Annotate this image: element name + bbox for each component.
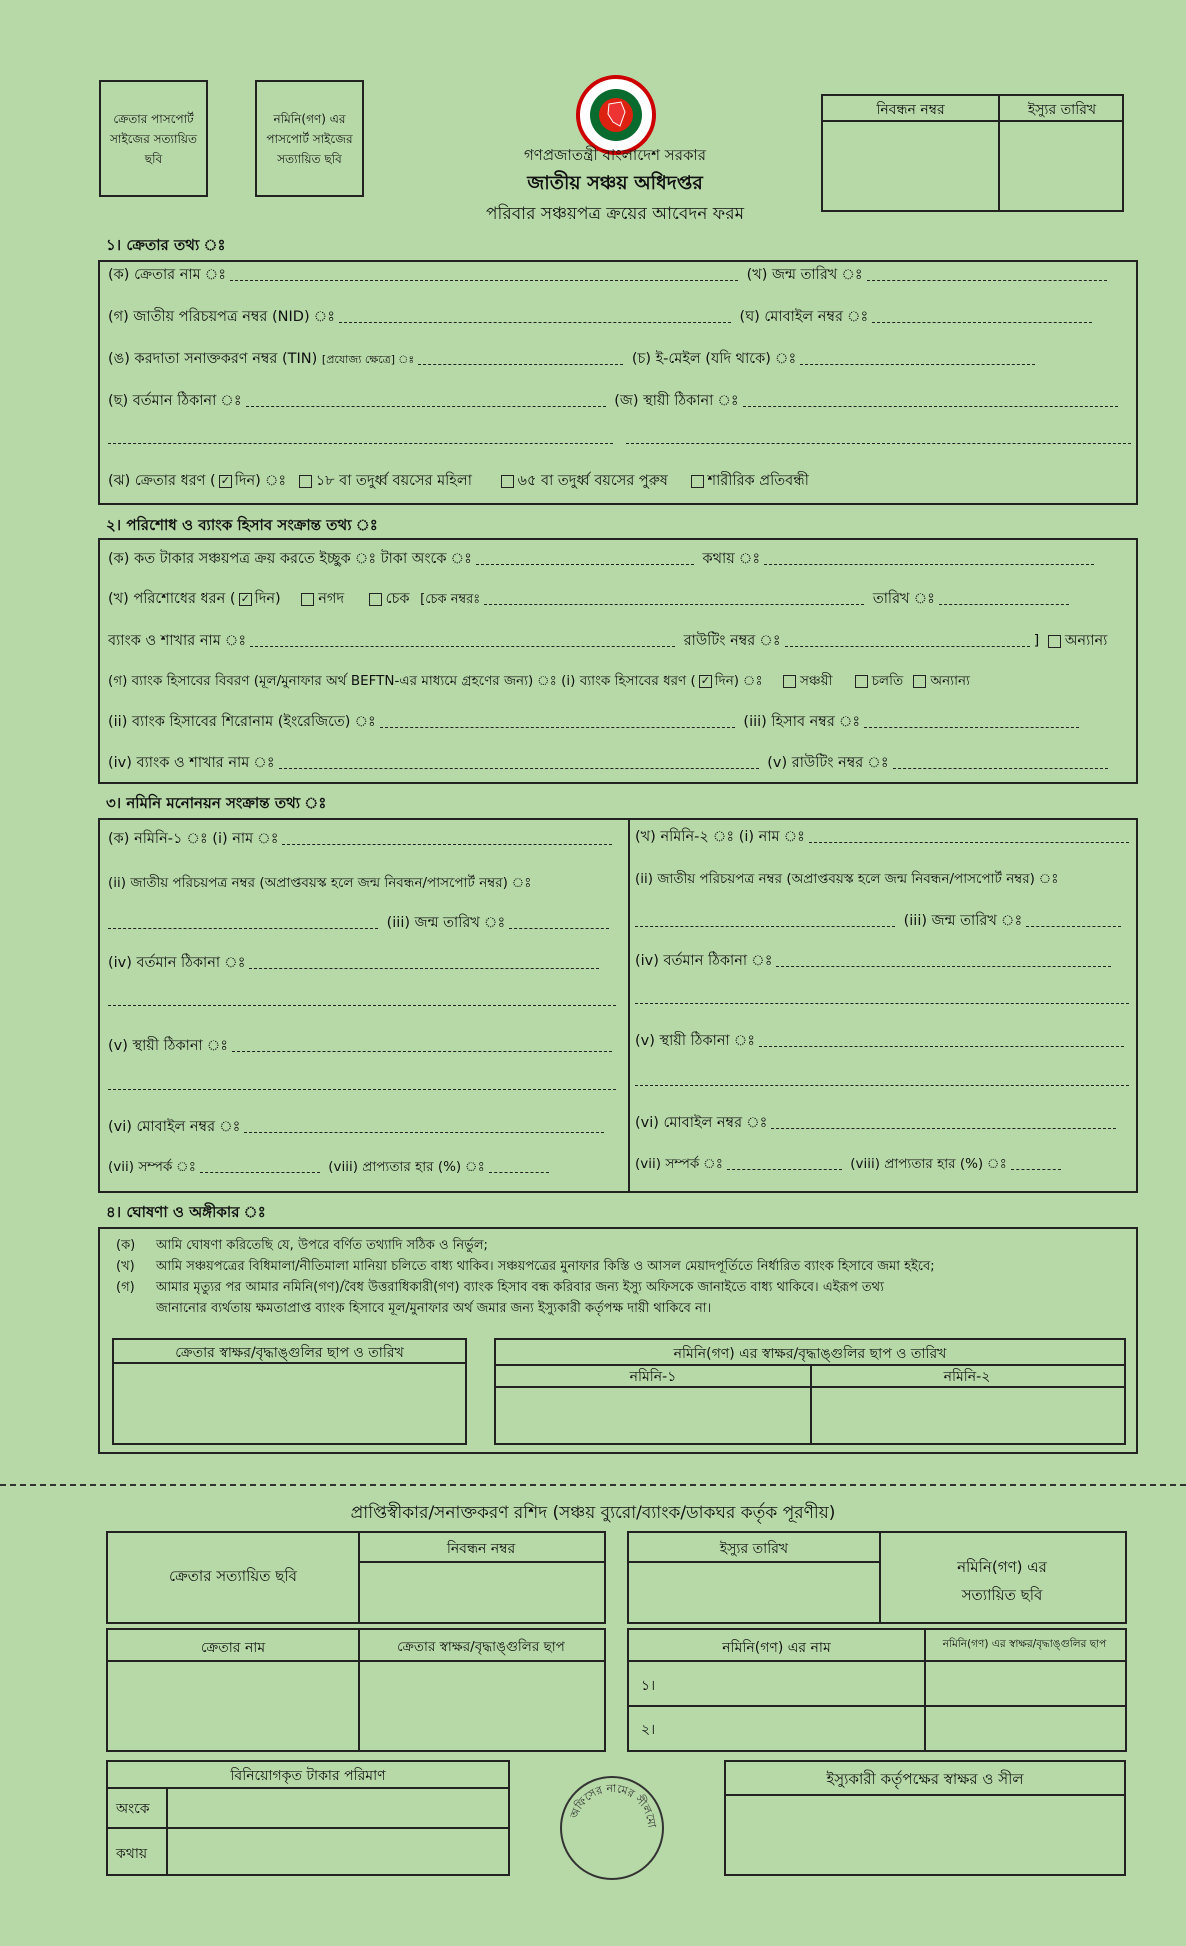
n1-name-label: (ক) নমিনি-১ ঃ (i) নাম ঃ xyxy=(108,831,279,847)
women-18-label: ১৮ বা তদুর্ধ্ব বয়সের মহিলা xyxy=(315,473,472,489)
government-name: গণপ্রজাতন্ত্রী বাংলাদেশ সরকার xyxy=(523,146,707,164)
n2-mobile-row xyxy=(635,1112,1135,1136)
n1-present-row-2 xyxy=(108,992,623,1008)
current-checkbox[interactable] xyxy=(855,675,868,688)
declaration-b-text: আমি সঞ্চয়পত্রের বিধিমালা/নীতিমালা মানিয়া চলিতে বাধ্য থাকিব। সঞ্চয়পত্রের মুনাফার কিস্তি ও আসল মেয়াদপূর্তিতে নির্ধারিত ব্যাংক হিসাবে জমা হইবে; xyxy=(156,1259,935,1274)
disabled-label: শারীরিক প্রতিবন্ধী xyxy=(707,473,809,489)
header-title-block xyxy=(420,144,810,229)
nominee1-sig-label: নমিনি-১ xyxy=(629,1369,677,1385)
n2-dob-label: (iii) জন্ম তারিখ ঃ xyxy=(903,913,1023,929)
buyer-photo-box xyxy=(99,80,208,197)
tin-label: (ঙ) করদাতা সনাক্তকরণ নম্বর (TIN) xyxy=(108,351,318,367)
n1-name-field[interactable] xyxy=(282,834,612,845)
receipt-buyer-photo-label: ক্রেতার সত্যায়িত ছবি xyxy=(169,1567,297,1585)
s1-row-e xyxy=(108,348,1132,372)
n1-share-label: (viii) প্রাপ্যতার হার (%) ঃ xyxy=(328,1159,485,1175)
email-label: (চ) ই-মেইল (যদি থাকে) ঃ xyxy=(631,351,797,367)
nominee-photo-label: নমিনি(গণ) এর পাসপোর্ট সাইজের সত্যায়িত ছবি xyxy=(266,111,353,166)
receipt-nominee-name-label: নমিনি(গণ) এর নাম xyxy=(722,1640,831,1656)
birth-date-label: (খ) জন্ম তারিখ ঃ xyxy=(746,267,863,283)
payment-type-label: (খ) পরিশোধের ধরন ( xyxy=(108,591,236,607)
receipt-amount-box xyxy=(106,1760,510,1876)
declaration-c xyxy=(116,1277,1126,1298)
routing-number-label: (v) রাউটিং নম্বর ঃ xyxy=(767,755,889,771)
buyer-photo-label: ক্রেতার পাসপোর্ট সাইজের সত্যায়িত ছবি xyxy=(109,111,198,166)
amount-digits-field[interactable] xyxy=(476,554,694,565)
n1-relation-row xyxy=(108,1156,623,1179)
n2-present-address-field-2[interactable] xyxy=(635,993,1129,1004)
account-type-label-post: দিন) ঃ xyxy=(714,673,763,689)
nid-field[interactable] xyxy=(339,312,731,323)
cheque-no-field[interactable] xyxy=(484,594,864,605)
n1-permanent-address-label: (v) স্থায়ী ঠিকানা ঃ xyxy=(108,1038,229,1054)
tick-example-checkbox-3 xyxy=(699,675,712,688)
n2-present-row-2 xyxy=(635,990,1135,1006)
other-payment-label: অন্যান্য xyxy=(1064,633,1108,649)
s2-row-ii xyxy=(108,711,1132,735)
amount-label: (ক) কত টাকার সঞ্চয়পত্র ক্রয় করতে ইচ্ছুক ঃ টাকা অংকে ঃ xyxy=(108,551,472,567)
s2-row-c xyxy=(108,670,1132,693)
men-65-checkbox[interactable] xyxy=(501,475,514,488)
n2-nid-row xyxy=(635,868,1135,891)
tin-field[interactable] xyxy=(418,354,623,365)
n1-nid-field[interactable] xyxy=(108,918,378,929)
n2-permanent-address-field[interactable] xyxy=(759,1036,1124,1047)
department-name: জাতীয় সঞ্চয় অধিদপ্তর xyxy=(527,172,703,194)
s2-row-a xyxy=(108,548,1132,572)
n2-permanent-address-field-2[interactable] xyxy=(635,1075,1129,1086)
cash-checkbox[interactable] xyxy=(301,593,314,606)
receipt-in-words-label: কথায় xyxy=(116,1846,148,1862)
n1-present-address-label: (iv) বর্তমান ঠিকানা ঃ xyxy=(108,955,246,971)
n2-share-label: (viii) প্রাপ্যতার হার (%) ঃ xyxy=(850,1156,1007,1172)
receipt-nominee-photo-line1: নমিনি(গণ) এর xyxy=(957,1558,1047,1576)
disabled-checkbox[interactable] xyxy=(691,475,704,488)
savings-label: সঞ্চয়ী xyxy=(799,673,833,689)
buyer-signature-box[interactable] xyxy=(112,1338,467,1445)
mobile-label: (ঘ) মোবাইল নম্বর ঃ xyxy=(739,309,869,325)
s1-row-i xyxy=(108,470,1132,494)
svg-text:অফিসের নামের সীলমোহর xyxy=(562,1778,659,1830)
receipt-issue-date-label: ইস্যুর তারিখ xyxy=(719,1541,789,1557)
s1-row-c xyxy=(108,306,1132,330)
n1-share-field[interactable] xyxy=(489,1162,549,1173)
form-title: পরিবার সঞ্চয়পত্র ক্রয়ের আবেদন ফরম xyxy=(485,204,745,224)
declaration-b xyxy=(116,1256,1126,1277)
cut-line xyxy=(0,1484,1186,1486)
n2-mobile-label: (vi) মোবাইল নম্বর ঃ xyxy=(635,1115,768,1131)
n1-permanent-row xyxy=(108,1035,623,1059)
present-address-field-2[interactable] xyxy=(108,433,613,444)
registration-box xyxy=(821,94,1124,212)
receipt-reg-no-label: নিবন্ধন নম্বর xyxy=(446,1541,516,1557)
n1-mobile-label: (vi) মোবাইল নম্বর ঃ xyxy=(108,1119,241,1135)
men-65-label: ৬৫ বা তদুর্ধ্ব বয়সের পুরুষ xyxy=(517,473,668,489)
receipt-amount-label: বিনিয়োগকৃত টাকার পরিমাণ xyxy=(230,1768,386,1784)
cheque-no-label: [চেক নম্বরঃ xyxy=(420,592,481,607)
cash-label: নগদ xyxy=(318,591,345,607)
s2-row-bank: ব্যাংক ও শাখার নাম ঃ রাউটিং নম্বর ঃ ] অন্যান্য xyxy=(108,633,1108,649)
tin-note: [প্রযোজ্য ক্ষেত্রে] ঃ xyxy=(321,353,415,366)
n1-present-address-field-2[interactable] xyxy=(108,995,616,1006)
birth-date-field[interactable] xyxy=(867,270,1107,281)
receipt-nominee-photo-label xyxy=(879,1553,1125,1609)
s2-row-iv xyxy=(108,752,1132,776)
office-seal-stamp xyxy=(560,1776,664,1880)
n2-relation-label: (vii) সম্পর্ক ঃ xyxy=(635,1156,723,1172)
n2-relation-row xyxy=(635,1153,1135,1176)
present-address-field[interactable] xyxy=(246,396,606,407)
n1-dob-row xyxy=(108,912,623,936)
cheque-label: চেক xyxy=(385,591,410,607)
cheque-date-label: তারিখ ঃ xyxy=(872,591,935,607)
receipt-in-digits-label: অংকে xyxy=(116,1801,150,1817)
declaration-a-key: (ক) xyxy=(116,1238,136,1253)
receipt-nominee-photo-line2: সত্যায়িত ছবি xyxy=(961,1586,1043,1604)
buyer-signature-label: ক্রেতার স্বাক্ষর/বৃদ্ধাঙ্গুলির ছাপ ও তারিখ xyxy=(175,1345,404,1361)
n1-permanent-row-2 xyxy=(108,1076,623,1092)
nominee-photo-box xyxy=(255,80,364,197)
cheque-date-field[interactable] xyxy=(939,594,1069,605)
cheque-routing-field[interactable] xyxy=(785,636,1030,647)
receipt-issue-box xyxy=(627,1531,1127,1624)
declaration-a-text: আমি ঘোষণা করিতেছি যে, উপরে বর্ণিত তথ্যাদি সঠিক ও নির্ভুল; xyxy=(156,1238,488,1253)
n1-relation-label: (vii) সম্পর্ক ঃ xyxy=(108,1159,196,1175)
n2-nid-label: (ii) জাতীয় পরিচয়পত্র নম্বর (অপ্রাপ্তবয়স্ক হলে জন্ম নিবন্ধন/পাসপোর্ট নম্বর) ঃ xyxy=(635,871,1059,887)
declaration-list xyxy=(116,1235,1126,1319)
n2-nid-field[interactable] xyxy=(635,916,895,927)
bank-account-details-label: (গ) ব্যাংক হিসাবের বিবরণ (মূল/মুনাফার অর্থ BEFTN-এর মাধ্যমে গ্রহণের জন্য) ঃ (i) ব্যাংক হিসাবের ধরণ ( xyxy=(108,673,696,689)
cheque-routing-label: রাউটিং নম্বর ঃ xyxy=(683,633,781,649)
receipt-nominee-2: ২। xyxy=(641,1722,656,1738)
reg-no-label: নিবন্ধন নম্বর xyxy=(876,102,945,118)
n2-relation-field[interactable] xyxy=(727,1159,842,1170)
tick-example-checkbox-2 xyxy=(239,593,252,606)
account-number-field[interactable] xyxy=(864,717,1079,728)
section3-title: ৩। নমিনি মনোনয়ন সংক্রান্ত তথ্য ঃ xyxy=(106,794,327,812)
account-number-label: (iii) হিসাব নম্বর ঃ xyxy=(743,714,861,730)
n2-name-field[interactable] xyxy=(809,832,1129,843)
payment-type-label-post: দিন) xyxy=(254,591,281,607)
n1-dob-label: (iii) জন্ম তারিখ ঃ xyxy=(386,915,506,931)
bank-branch-label: (iv) ব্যাংক ও শাখার নাম ঃ xyxy=(108,755,275,771)
s1-row-g xyxy=(108,390,1132,414)
section1-box xyxy=(98,260,1138,505)
cheque-bank-label: ব্যাংক ও শাখার নাম ঃ xyxy=(108,633,247,649)
n2-permanent-address-label: (v) স্থায়ী ঠিকানা ঃ xyxy=(635,1033,756,1049)
tick-example-checkbox xyxy=(219,475,232,488)
savings-checkbox[interactable] xyxy=(783,675,796,688)
nominee-signature-label: নমিনি(গণ) এর স্বাক্ষর/বৃদ্ধাঙ্গুলির ছাপ ও তারিখ xyxy=(673,1346,947,1362)
permanent-address-field[interactable] xyxy=(743,396,1118,407)
receipt-nominee-1: ১। xyxy=(641,1678,656,1694)
present-address-label: (ছ) বর্তমান ঠিকানা ঃ xyxy=(108,393,242,409)
receipt-buyer-name-box xyxy=(106,1628,606,1752)
n1-present-row xyxy=(108,952,623,976)
n2-share-field[interactable] xyxy=(1011,1159,1061,1170)
buyer-name-field[interactable] xyxy=(230,270,738,281)
women-18-checkbox[interactable] xyxy=(299,475,312,488)
buyer-type-label-post: দিন) ঃ xyxy=(234,473,287,489)
declaration-c-key: (গ) xyxy=(116,1280,135,1295)
declaration-b-key: (খ) xyxy=(116,1259,135,1274)
n1-mobile-field[interactable] xyxy=(244,1122,604,1133)
declaration-a xyxy=(116,1235,1126,1256)
n1-mobile-row xyxy=(108,1116,623,1140)
n1-relation-field[interactable] xyxy=(200,1162,320,1173)
n1-nid-label: (ii) জাতীয় পরিচয়পত্র নম্বর (অপ্রাপ্তবয়স্ক হলে জন্ম নিবন্ধন/পাসপোর্ট নম্বর) ঃ xyxy=(108,875,532,891)
n1-present-address-field[interactable] xyxy=(249,958,599,969)
email-field[interactable] xyxy=(800,354,1035,365)
amount-words-label: কথায় ঃ xyxy=(702,551,761,567)
n1-name-row xyxy=(108,828,623,852)
n2-mobile-field[interactable] xyxy=(771,1118,1116,1129)
n2-dob-field[interactable] xyxy=(1026,916,1121,927)
receipt-buyer-name-label: ক্রেতার নাম xyxy=(200,1640,266,1656)
n2-permanent-row-2 xyxy=(635,1072,1135,1088)
receipt-issuer-label: ইস্যুকারী কর্তৃপক্ষের স্বাক্ষর ও সীল xyxy=(826,1770,1024,1788)
declaration-c-text-2: জানানোর ব্যর্থতায় ক্ষমতাপ্রাপ্ত ব্যাংক হিসাবে মূল/মুনাফার অর্থ জমার জন্য ইস্যুকারী কর্তৃপক্ষ দায়ী থাকিবে না। xyxy=(156,1301,712,1316)
n2-dob-row xyxy=(635,910,1135,934)
nid-label: (গ) জাতীয় পরিচয়পত্র নম্বর (NID) ঃ xyxy=(108,309,335,325)
s2-row-b xyxy=(108,588,1132,612)
section2-title: ২। পরিশোধ ও ব্যাংক হিসাব সংক্রান্ত তথ্য ঃ xyxy=(106,516,378,534)
declaration-c-cont xyxy=(116,1298,1126,1319)
permanent-address-field-2[interactable] xyxy=(626,433,1131,444)
n2-name-label: (খ) নমিনি-২ ঃ (i) নাম ঃ xyxy=(635,829,805,845)
seal-text: অফিসের নামের সীলমো xyxy=(567,1781,659,1829)
routing-number-field[interactable] xyxy=(893,758,1108,769)
n2-present-address-label: (iv) বর্তমান ঠিকানা ঃ xyxy=(635,953,773,969)
declaration-c-text: আমার মৃত্যুর পর আমার নমিনি(গণ)/বৈধ উত্তরাধিকারী(গণ) ব্যাংক হিসাব বন্ধ করিবার জন্য ইস্যু অফিসকে জানাইতে বাধ্য থাকিবে। এইরূপ তথ্য xyxy=(156,1280,884,1295)
bank-branch-field[interactable] xyxy=(279,758,759,769)
n1-dob-field[interactable] xyxy=(509,918,609,929)
nominee2-sig-label: নমিনি-২ xyxy=(943,1369,991,1385)
account-title-label: (ii) ব্যাংক হিসাবের শিরোনাম (ইংরেজিতে) ঃ xyxy=(108,714,376,730)
n2-present-row xyxy=(635,950,1135,974)
account-title-field[interactable] xyxy=(380,717,735,728)
receipt-title: প্রাপ্তিস্বীকার/সনাক্তকরণ রশিদ (সঞ্চয় ব্যুরো/ব্যাংক/ডাকঘর কর্তৃক পূরণীয়) xyxy=(350,1503,836,1523)
n1-nid-row xyxy=(108,872,623,895)
section2-box xyxy=(98,538,1138,784)
mobile-field[interactable] xyxy=(872,312,1092,323)
amount-words-field[interactable] xyxy=(764,554,1094,565)
receipt-buyer-sig-label: ক্রেতার স্বাক্ষর/বৃদ্ধাঙ্গুলির ছাপ xyxy=(397,1639,565,1655)
issue-date-label: ইস্যুর তারিখ xyxy=(1027,102,1097,118)
s1-row-a xyxy=(108,264,1132,288)
permanent-address-label: (জ) স্থায়ী ঠিকানা ঃ xyxy=(614,393,739,409)
n1-permanent-address-field-2[interactable] xyxy=(108,1079,616,1090)
n1-permanent-address-field[interactable] xyxy=(232,1041,612,1052)
n2-present-address-field[interactable] xyxy=(776,956,1111,967)
section1-title: ১। ক্রেতার তথ্য ঃ xyxy=(106,236,226,254)
other-account-label: অন্যান্য xyxy=(930,673,970,689)
receipt-nominee-name-box xyxy=(627,1628,1127,1752)
cheque-checkbox[interactable] xyxy=(369,593,382,606)
s1-row-address2 xyxy=(108,430,1132,446)
n2-permanent-row xyxy=(635,1030,1135,1054)
receipt-issuer-box xyxy=(724,1760,1126,1876)
receipt-buyer-photo-box xyxy=(106,1531,606,1624)
receipt-nominee-sig-label: নমিনি(গণ) এর স্বাক্ষর/বৃদ্ধাঙ্গুলির ছাপ xyxy=(942,1638,1107,1650)
section4-title: ৪। ঘোষণা ও অঙ্গীকার ঃ xyxy=(106,1203,266,1221)
cheque-bank-field[interactable] xyxy=(250,636,675,647)
other-account-checkbox[interactable] xyxy=(913,675,926,688)
n2-name-row xyxy=(635,826,1135,850)
buyer-name-label: (ক) ক্রেতার নাম ঃ xyxy=(108,267,226,283)
other-payment-checkbox[interactable] xyxy=(1048,635,1061,648)
buyer-type-label: (ঝ) ক্রেতার ধরণ ( xyxy=(108,473,216,489)
nominee-signature-box[interactable] xyxy=(494,1338,1126,1445)
current-label: চলতি xyxy=(871,673,904,689)
